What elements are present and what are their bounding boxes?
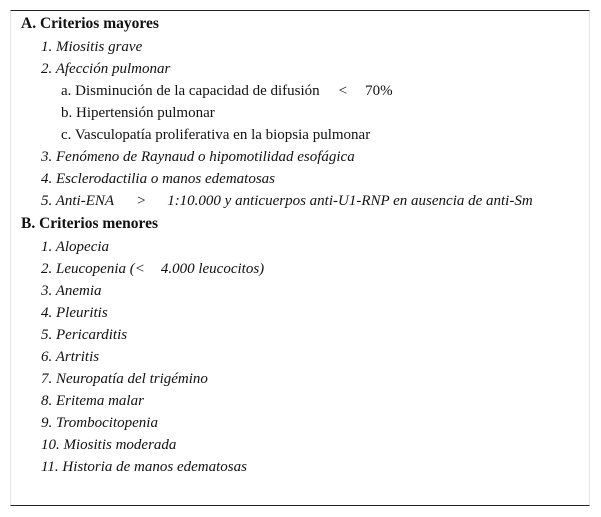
- minor-criterion-2-suffix: 4.000 leucocitos): [160, 261, 265, 277]
- minor-criterion-6: 6. Artritis: [41, 349, 100, 365]
- major-criterion-1: 1. Miositis grave: [41, 39, 143, 55]
- subcriterion-b: b. Hipertensión pulmonar: [61, 105, 215, 121]
- major-criterion-5-prefix: 5. Anti-ENA: [41, 193, 115, 209]
- greater-than-symbol: >: [136, 193, 147, 209]
- minor-criterion-3: 3. Anemia: [41, 283, 102, 299]
- subcriterion-a-value: 70%: [365, 83, 393, 99]
- major-criterion-5-suffix: 1:10.000 y anticuerpos anti-U1-RNP en ausencia de anti-Sm: [167, 193, 533, 209]
- subcriterion-a: [61, 80, 393, 102]
- major-criterion-4: 4. Esclerodactilia o manos edematosas: [41, 171, 276, 187]
- minor-criterion-8: 8. Eritema malar: [41, 393, 144, 409]
- section-b-heading: B. Criterios menores: [21, 215, 159, 232]
- major-criterion-5: [41, 190, 533, 212]
- major-criterion-3: 3. Fenómeno de Raynaud o hipomotilidad esofágica: [41, 149, 355, 165]
- minor-criterion-2: [41, 258, 264, 280]
- minor-criterion-10: 10. Miositis moderada: [41, 437, 177, 453]
- subcriterion-c: c. Vasculopatía proliferativa en la biopsia pulmonar: [61, 127, 371, 143]
- minor-criterion-5: 5. Pericarditis: [41, 327, 128, 343]
- minor-criterion-1: 1. Alopecia: [41, 239, 110, 255]
- less-than-symbol: <: [338, 83, 348, 99]
- minor-criterion-9: 9. Trombocitopenia: [41, 415, 158, 431]
- minor-criterion-2-prefix: 2. Leucopenia (<: [41, 261, 145, 277]
- section-a-heading: A. Criterios mayores: [21, 15, 159, 32]
- major-criterion-2: 2. Afección pulmonar: [41, 61, 171, 77]
- minor-criterion-4: 4. Pleuritis: [41, 305, 108, 321]
- minor-criterion-7: 7. Neuropatía del trigémino: [41, 371, 208, 387]
- minor-criterion-11: 11. Historia de manos edematosas: [41, 459, 247, 475]
- subcriterion-a-text: a. Disminución de la capacidad de difusión: [61, 83, 320, 99]
